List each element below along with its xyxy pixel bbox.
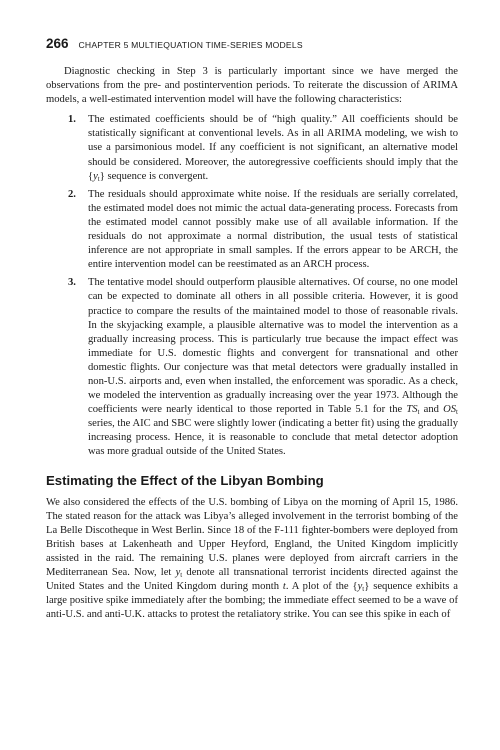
math-variable: y — [93, 170, 98, 182]
math-variable: TS — [406, 404, 418, 416]
section-heading: Estimating the Effect of the Libyan Bombing — [46, 472, 324, 488]
list-item-text: and — [419, 404, 444, 416]
chapter-title: CHAPTER 5 MULTIEQUATION TIME-SERIES MODELS — [78, 40, 303, 50]
running-head — [46, 36, 458, 51]
math-subscript: t — [417, 408, 420, 417]
list-item — [68, 113, 458, 183]
math-subscript: t — [97, 174, 100, 183]
diagnostic-checklist — [46, 113, 458, 459]
body-paragraph — [46, 496, 458, 623]
list-item-text: The estimated coefficients should be of “high quality.” All coefficients should be statistically significant at conventional levels. As in all ARIMA modeling, we wish to use a parsimonious model. If any coefficient is not significant, an alternative model should be considered. Moreover, the autoregressive coefficients should imply that the { — [88, 114, 458, 182]
paragraph-text: } sequence exhibits a large positive spike immediately after the bombing; the immediate effect seemed to be a wave of anti-U.S. and anti-U.K. attacks to protest the retaliatory strike. You can see this spike in each of — [46, 581, 458, 621]
list-item-number: 2. — [68, 188, 76, 200]
math-subscript: t — [362, 585, 365, 594]
math-variable: OS — [443, 404, 457, 416]
paragraph-text: denote all transnational terrorist incidents directed against the United States and the United Kingdom during month — [46, 567, 459, 593]
list-item-text: } sequence is convergent. — [99, 170, 209, 182]
list-item-text: The residuals should approximate white noise. If the residuals are serially correlated, the estimated model does not mimic the actual data-generating process. Forecasts from the estimated model cannot possibly make use of all available information. If the residuals do not approximate a normal distribution, the usual tests of statistical inference are not appropriate in small samples. If the errors appear to be ARCH, the entire intervention model can be reestimated as an ARCH process. — [88, 188, 458, 271]
intro-paragraph: Diagnostic checking in Step 3 is particularly important since we have merged the observations from the pre- and postintervention periods. To reiterate the discussion of ARIMA models, a well-estimated intervention model will have the following characteristics: — [46, 66, 458, 106]
list-item — [68, 188, 458, 273]
paragraph-text: . A plot of the { — [285, 581, 358, 593]
math-subscript: t — [456, 408, 458, 417]
list-item-number: 3. — [68, 277, 76, 289]
page-number: 266 — [46, 36, 69, 51]
list-item-text: The tentative model should outperform plausible alternatives. Of course, no one model can be expected to dominate all others in all possible criteria. However, it is good practice to compare the results of the maintained model to those of reasonable rivals. In the skyjacking example, a plausible alternative was to model the intervention as a gradually increasing process. This is particularly true because the impact effect was immediate for U.S. domestic flights and convergent for transnational and other domestic flights. Our conjecture was that metal detectors were gradually installed in non-U.S. airports and, even when installed, the enforcement was sporadic. As a check, we modeled the intervention as gradually increasing over the year 1973. Although the coefficients were nearly identical to those reported in Table 5.1 for the — [88, 277, 458, 416]
math-variable: y — [175, 567, 181, 578]
math-variable: y — [357, 581, 363, 593]
list-item — [68, 276, 458, 459]
math-variable: t — [282, 581, 286, 593]
list-item-number: 1. — [68, 114, 76, 126]
math-subscript: t — [180, 571, 183, 579]
list-item-text: series, the AIC and SBC were slightly lower (indicating a better fit) using the gradually increasing process. Hence, it is reasonable to conclude that metal detector adoption was more gradual outside of the United States. — [88, 418, 458, 458]
paragraph-text: We also considered the effects of the U.S. bombing of Libya on the morning of April 15, 1986. The stated reason for the attack was Libya’s alleged involvement in the terrorist bombing of the La Belle Discotheque in West Berlin. Since 18 of the F-111 fighter-bombers were deployed from British bases at Lakenheath and Upper Heyford, England, the United Kingdom implicitly assisted in the raid. The remaining U.S. planes were deployed from aircraft carriers in the Mediterranean Sea. Now, let — [46, 496, 458, 578]
